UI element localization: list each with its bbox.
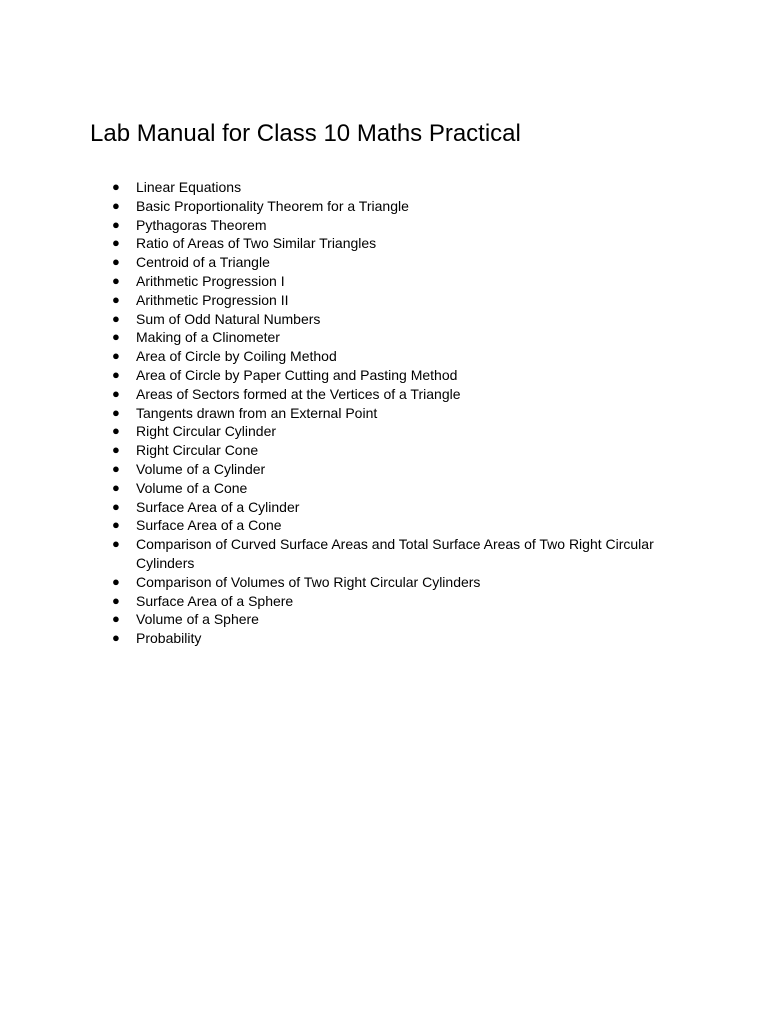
list-item — [0, 216, 676, 235]
list-item — [0, 516, 676, 535]
list-item — [0, 347, 676, 366]
list-item — [0, 366, 676, 385]
bullet-icon: ● — [112, 329, 120, 345]
list-item — [0, 272, 676, 291]
topic-label: Comparison of Curved Surface Areas and Total Surface Areas of Two Right Circular Cylinders — [136, 536, 654, 571]
topic-label: Surface Area of a Cone — [136, 517, 282, 534]
bullet-icon: ● — [112, 348, 120, 364]
bullet-icon: ● — [112, 442, 120, 458]
bullet-icon: ● — [112, 272, 120, 288]
topic-label: Surface Area of a Sphere — [136, 592, 294, 609]
bullet-icon: ● — [112, 310, 120, 326]
list-item — [0, 404, 676, 423]
bullet-icon: ● — [112, 423, 120, 439]
list-item — [0, 310, 676, 329]
bullet-icon: ● — [112, 385, 120, 401]
topic-label: Arithmetic Progression I — [136, 272, 285, 289]
list-item — [0, 178, 676, 197]
bullet-icon: ● — [112, 179, 120, 194]
topic-label: Volume of a Cone — [136, 479, 248, 496]
bullet-icon: ● — [112, 573, 120, 589]
list-item — [0, 535, 676, 573]
bullet-icon: ● — [112, 216, 120, 232]
page-title: Lab Manual for Class 10 Maths Practical — [90, 120, 521, 147]
topic-label: Area of Circle by Paper Cutting and Pasting Method — [136, 366, 458, 383]
bullet-icon: ● — [112, 460, 120, 476]
topic-list — [0, 178, 768, 648]
topic-label: Making of a Clinometer — [136, 329, 280, 346]
bullet-icon: ● — [112, 291, 120, 307]
bullet-icon: ● — [112, 498, 120, 514]
topic-label: Volume of a Sphere — [136, 611, 259, 628]
list-item — [0, 385, 676, 404]
bullet-icon: ● — [112, 366, 120, 382]
bullet-icon: ● — [112, 517, 120, 533]
list-item — [0, 422, 676, 441]
list-item — [0, 197, 676, 216]
topic-label: Tangents drawn from an External Point — [136, 404, 378, 421]
bullet-icon: ● — [112, 630, 120, 646]
topic-label: Centroid of a Triangle — [136, 254, 270, 271]
list-item — [0, 441, 676, 460]
topic-label: Ratio of Areas of Two Similar Triangles — [136, 235, 377, 252]
list-item — [0, 592, 676, 611]
topic-label: Right Circular Cone — [136, 442, 259, 459]
topic-label: Basic Proportionality Theorem for a Triangle — [136, 197, 409, 214]
topic-label: Pythagoras Theorem — [136, 216, 267, 233]
list-item — [0, 610, 676, 629]
bullet-icon: ● — [112, 592, 120, 608]
topic-label: Areas of Sectors formed at the Vertices of a Triangle — [136, 385, 461, 402]
bullet-icon: ● — [112, 197, 120, 213]
topic-label: Probability — [136, 630, 202, 647]
list-item — [0, 253, 676, 272]
list-item — [0, 498, 676, 517]
topic-label: Comparison of Volumes of Two Right Circular Cylinders — [136, 573, 481, 590]
list-item — [0, 328, 676, 347]
topic-label: Arithmetic Progression II — [136, 291, 289, 308]
topic-label: Sum of Odd Natural Numbers — [136, 310, 321, 327]
bullet-icon: ● — [112, 404, 120, 420]
bullet-icon: ● — [112, 611, 120, 627]
topic-label: Linear Equations — [136, 179, 242, 195]
list-item — [0, 479, 676, 498]
bullet-icon: ● — [112, 536, 120, 552]
bullet-icon: ● — [112, 479, 120, 495]
list-item — [0, 573, 676, 592]
list-item — [0, 234, 676, 253]
topic-label: Area of Circle by Coiling Method — [136, 348, 337, 365]
topic-label: Surface Area of a Cylinder — [136, 498, 300, 515]
list-item — [0, 291, 676, 310]
list-item — [0, 629, 676, 648]
list-item — [0, 460, 676, 479]
bullet-icon: ● — [112, 254, 120, 270]
topic-label: Volume of a Cylinder — [136, 460, 266, 477]
topic-label: Right Circular Cylinder — [136, 423, 277, 440]
bullet-icon: ● — [112, 235, 120, 251]
